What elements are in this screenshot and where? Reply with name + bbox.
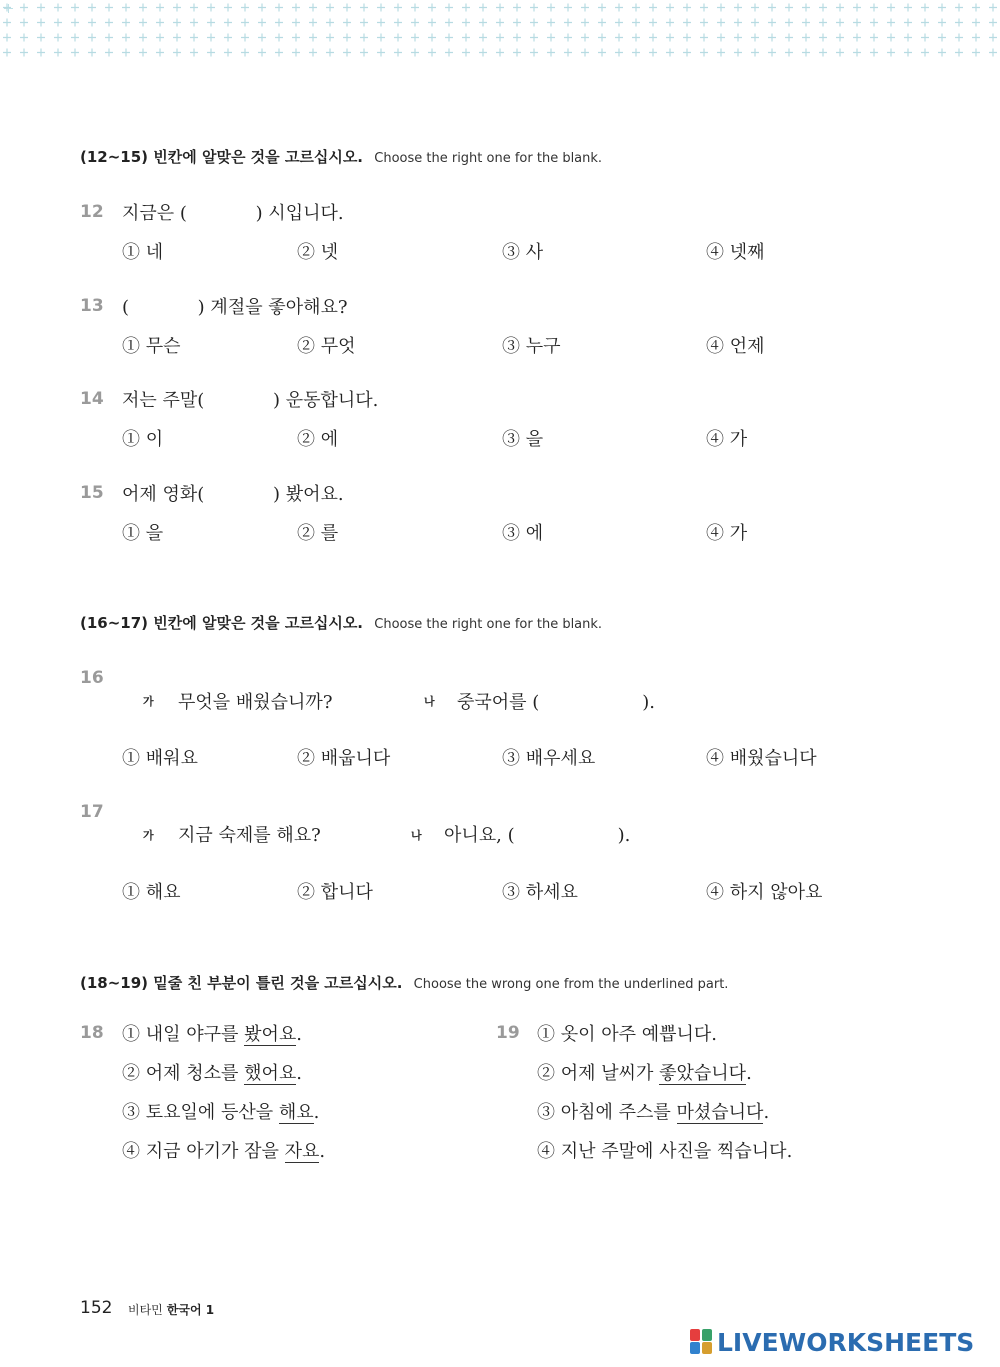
- option-4[interactable]: ④ 언제: [706, 336, 765, 357]
- option-3[interactable]: [122, 1098, 319, 1124]
- section-instruction: 빈칸에 알맞은 것을 고르십시오.: [153, 148, 364, 166]
- option-punct: .: [313, 1102, 320, 1123]
- book-title: [128, 1301, 214, 1318]
- question-number: 12: [80, 202, 104, 222]
- option-text: ④ 지난 주말에 사진을: [537, 1141, 717, 1162]
- option-1[interactable]: ① 해요: [122, 882, 181, 903]
- underlined-part: 했어요: [244, 1063, 297, 1084]
- option-text: ② 어제 청소를: [122, 1063, 245, 1084]
- underlined-part: 해요: [278, 1102, 314, 1123]
- option-2[interactable]: ② 합니다: [297, 882, 373, 903]
- option-3[interactable]: ③ 을: [502, 429, 544, 450]
- decorative-plus-pattern: [0, 0, 1000, 58]
- option-1[interactable]: ① 네: [122, 242, 164, 263]
- underlined-part: 마셨습니다: [676, 1102, 764, 1123]
- option-4[interactable]: ④ 하지 않아요: [706, 882, 823, 903]
- question-number: 18: [80, 1023, 104, 1043]
- option-text: ① 옷이 아주: [537, 1024, 642, 1045]
- option-text: ③ 아침에 주스를: [537, 1102, 677, 1123]
- question-number: 14: [80, 389, 104, 409]
- option-punct: .: [319, 1141, 326, 1162]
- speaker-na-label: 나: [424, 695, 435, 708]
- option-punct: .: [711, 1024, 718, 1045]
- speaker-ga-label: 가: [143, 829, 154, 842]
- option-4[interactable]: [537, 1137, 792, 1163]
- option-2[interactable]: [122, 1059, 302, 1085]
- section-range: (12~15): [80, 148, 149, 166]
- question-number: 13: [80, 296, 104, 316]
- option-3[interactable]: ③ 누구: [502, 336, 561, 357]
- liveworksheets-logo: [690, 1326, 974, 1358]
- speaker-ga-label: 가: [143, 695, 154, 708]
- dialogue-ga-text: 지금 숙제를 해요?: [178, 825, 321, 846]
- option-punct: .: [746, 1063, 752, 1084]
- question-number: 17: [80, 802, 104, 822]
- section-range: (16~17): [80, 614, 149, 632]
- section-title-16-17: [80, 612, 602, 633]
- option-1[interactable]: ① 이: [122, 429, 164, 450]
- option-punct: .: [786, 1141, 793, 1162]
- option-2[interactable]: ② 무엇: [297, 336, 356, 357]
- question-stem: ( ) 계절을 좋아해요?: [122, 297, 348, 318]
- option-3[interactable]: ③ 하세요: [502, 882, 578, 903]
- underlined-part: 찍습니다: [717, 1141, 787, 1162]
- option-text: ③ 토요일에 등산을: [122, 1102, 279, 1123]
- book-prefix: 비타민: [128, 1303, 163, 1317]
- option-text: ② 어제 날씨가: [537, 1063, 660, 1084]
- option-2[interactable]: ② 배웁니다: [297, 748, 391, 769]
- logo-mark-icon: [690, 1329, 714, 1355]
- option-4[interactable]: [122, 1137, 325, 1163]
- section-instruction: 빈칸에 알맞은 것을 고르십시오.: [153, 614, 364, 632]
- option-2[interactable]: ② 를: [297, 523, 339, 544]
- option-punct: .: [296, 1063, 303, 1084]
- option-3[interactable]: [537, 1098, 769, 1124]
- section-instruction: 밑줄 친 부분이 틀린 것을 고르십시오.: [153, 974, 403, 992]
- section-instruction-en: Choose the right one for the blank.: [374, 151, 603, 166]
- underlined-part: 예쁩니다: [641, 1024, 712, 1045]
- option-4[interactable]: ④ 배웠습니다: [706, 748, 817, 769]
- page-number: 152: [80, 1298, 113, 1318]
- dialogue-ga-text: 무엇을 배웠습니까?: [178, 692, 333, 713]
- question-number: 15: [80, 483, 104, 503]
- underlined-part: 자요: [284, 1141, 320, 1162]
- section-title-18-19: [80, 972, 728, 993]
- option-1[interactable]: ① 배워요: [122, 748, 198, 769]
- option-4[interactable]: ④ 가: [706, 429, 748, 450]
- section-instruction-en: Choose the right one for the blank.: [374, 617, 603, 632]
- dialogue-na-text: 중국어를 ( ).: [457, 692, 656, 713]
- option-4[interactable]: ④ 넷째: [706, 242, 765, 263]
- option-1[interactable]: ① 무슨: [122, 336, 181, 357]
- question-stem: 지금은 ( ) 시입니다.: [122, 203, 344, 224]
- option-2[interactable]: ② 넷: [297, 242, 339, 263]
- option-text: ④ 지금 아기가 잠을: [122, 1141, 285, 1162]
- option-3[interactable]: ③ 사: [502, 242, 544, 263]
- option-1[interactable]: [537, 1020, 717, 1046]
- option-1[interactable]: ① 을: [122, 523, 164, 544]
- option-4[interactable]: ④ 가: [706, 523, 748, 544]
- question-number: 16: [80, 668, 104, 688]
- option-2[interactable]: [537, 1059, 752, 1085]
- option-punct: .: [763, 1102, 770, 1123]
- option-1[interactable]: [122, 1020, 302, 1046]
- question-stem: 저는 주말( ) 운동합니다.: [122, 390, 379, 411]
- speaker-na-label: 나: [411, 829, 422, 842]
- question-stem: 어제 영화( ) 봤어요.: [122, 484, 344, 505]
- option-2[interactable]: ② 에: [297, 429, 339, 450]
- option-text: ① 내일 야구를: [122, 1024, 245, 1045]
- dialogue-na-text: 아니요, ( ).: [444, 825, 631, 846]
- section-range: (18~19): [80, 974, 149, 992]
- logo-text: LIVEWORKSHEETS: [717, 1327, 975, 1357]
- option-punct: .: [296, 1024, 303, 1045]
- underlined-part: 좋았습니다: [659, 1063, 747, 1084]
- section-title-12-15: [80, 146, 602, 167]
- underlined-part: 봤어요: [244, 1024, 297, 1045]
- section-instruction-en: Choose the wrong one from the underlined part.: [413, 977, 729, 992]
- question-number: 19: [496, 1023, 520, 1043]
- option-3[interactable]: ③ 에: [502, 523, 544, 544]
- book-title-bold: 한국어 1: [166, 1303, 215, 1317]
- option-3[interactable]: ③ 배우세요: [502, 748, 596, 769]
